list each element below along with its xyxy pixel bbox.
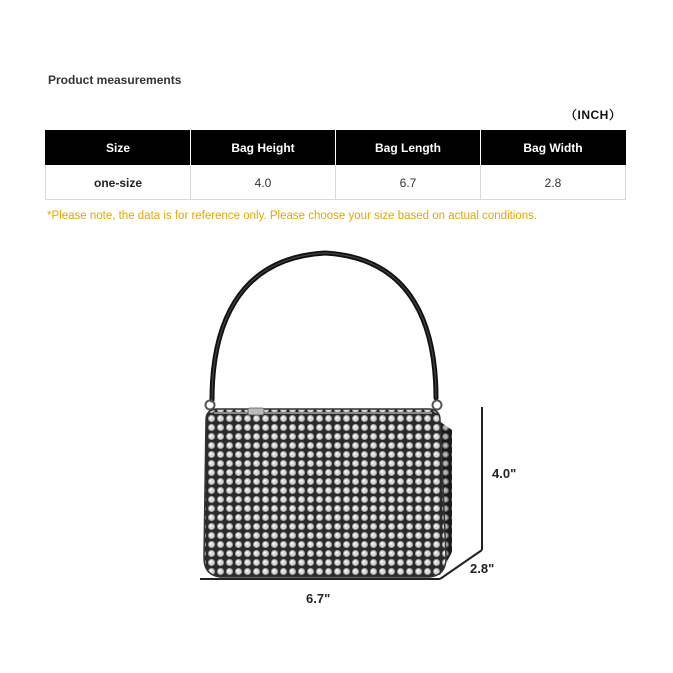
column-header-bag-width: Bag Width (481, 131, 626, 166)
column-header-bag-height: Bag Height (191, 131, 336, 166)
unit-label: （INCH） (565, 108, 622, 122)
zipper-pull (248, 408, 264, 415)
cell-bag-width: 2.8 (481, 166, 626, 200)
column-header-bag-length: Bag Length (336, 131, 481, 166)
cell-size: one-size (46, 166, 191, 200)
cell-bag-length: 6.7 (336, 166, 481, 200)
section-title: Product measurements (48, 73, 182, 87)
cell-bag-height: 4.0 (191, 166, 336, 200)
reference-note: *Please note, the data is for reference only. Please choose your size based on actual conditions. (47, 210, 538, 222)
column-header-size: Size (46, 131, 191, 166)
width-label: 2.8" (470, 561, 495, 576)
handle-ring-right (433, 401, 442, 410)
bag-handle (212, 253, 436, 400)
bag-body (204, 409, 446, 577)
height-label: 4.0" (492, 466, 517, 481)
length-label: 6.7" (306, 591, 331, 606)
handle-ring-left (206, 401, 215, 410)
